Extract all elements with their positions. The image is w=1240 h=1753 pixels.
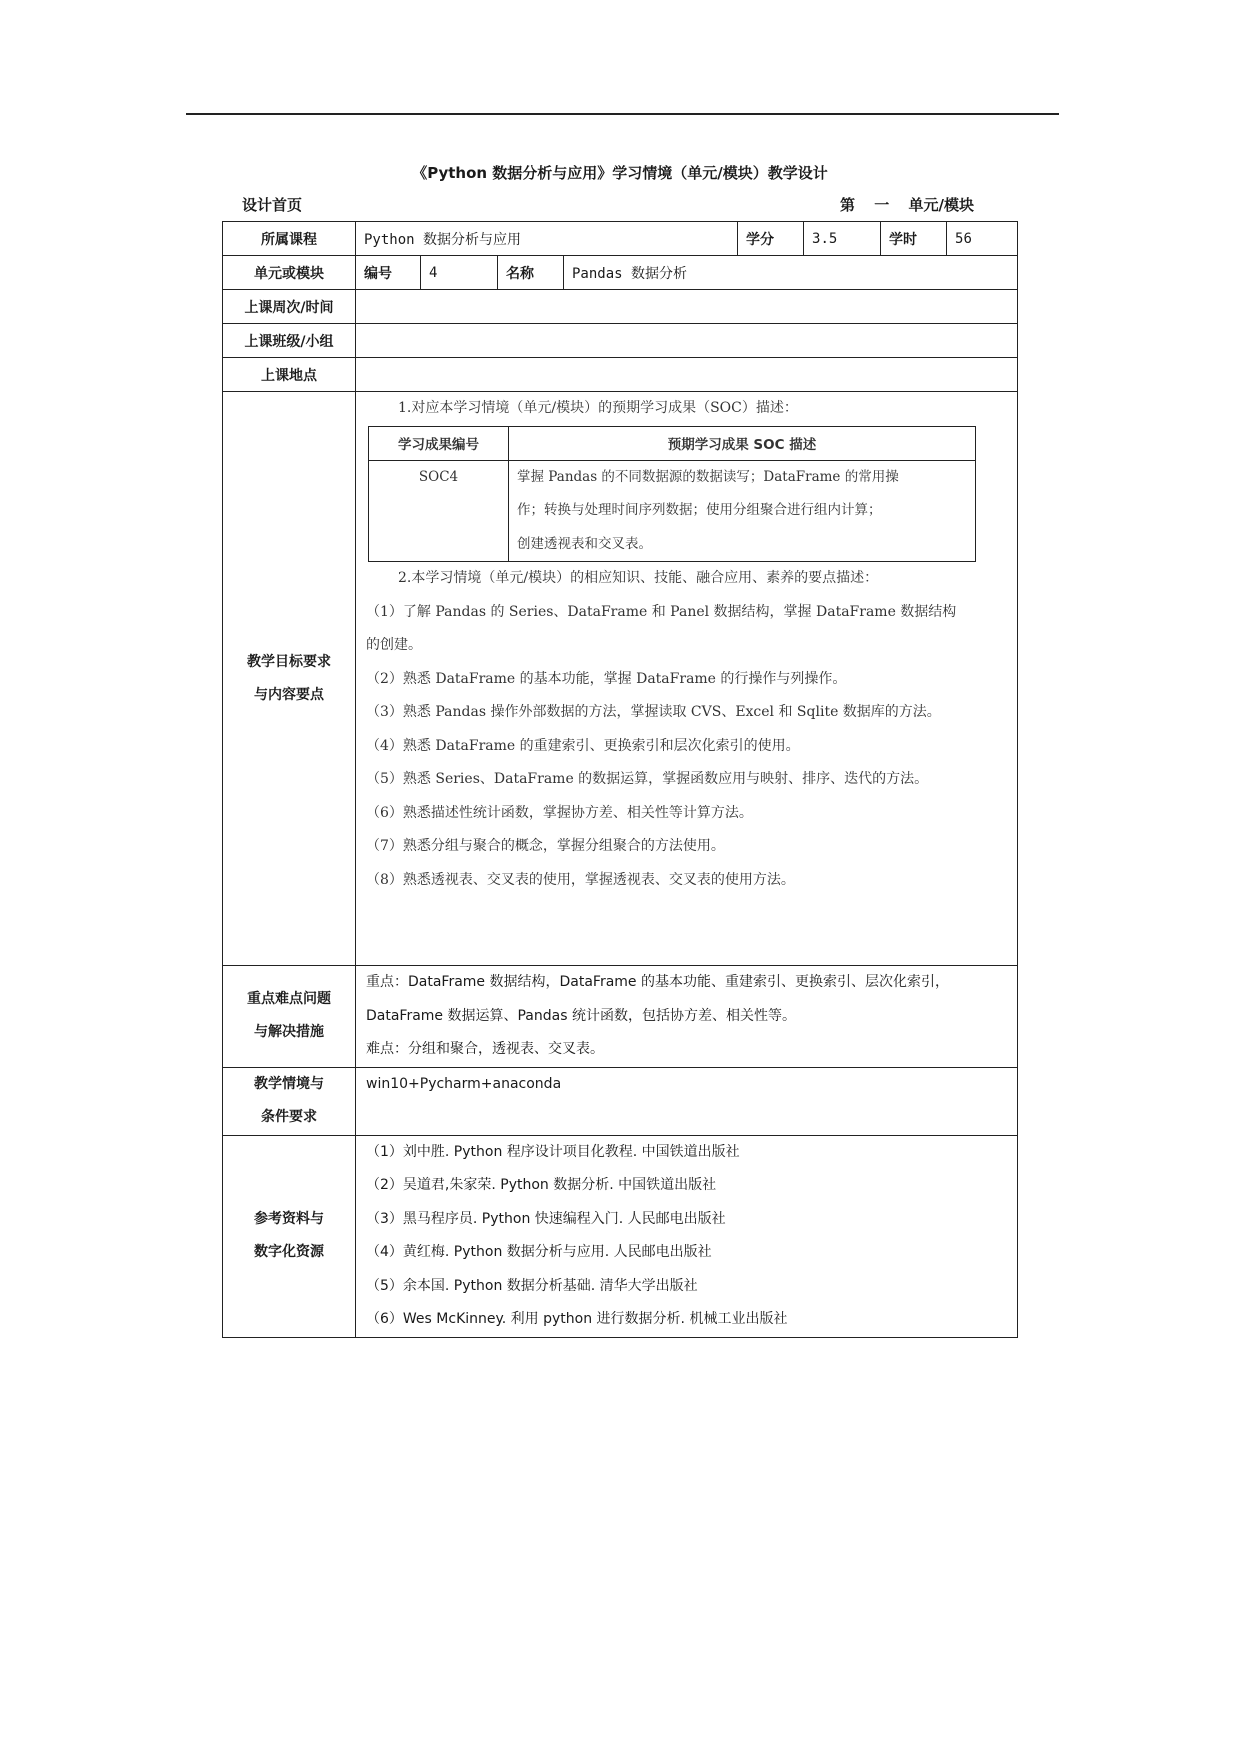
references-row xyxy=(223,1135,1018,1337)
key-point-line: 重点：DataFrame 数据结构，DataFrame 的基本功能、重建索引、更换索引、层次化索引， xyxy=(366,974,949,990)
objective-item: （1）了解 Pandas 的 Series、DataFrame 和 Panel 数据结构，掌握 DataFrame 数据结构 xyxy=(366,603,957,620)
key-points-content xyxy=(356,966,1018,1068)
environment-value: win10+Pycharm+anaconda xyxy=(366,1075,562,1092)
place-row xyxy=(223,358,1018,392)
class-label: 上课班级/小组 xyxy=(223,324,356,358)
unit-label: 单元或模块 xyxy=(223,256,356,290)
credit-label: 学分 xyxy=(738,222,804,256)
unit-number-value: 4 xyxy=(421,256,498,290)
unit-row xyxy=(223,256,1018,290)
objectives-label: 教学目标要求 与内容要点 xyxy=(223,392,356,966)
reference-item: （4）黄红梅. Python 数据分析与应用. 人民邮电出版社 xyxy=(366,1244,712,1260)
document-title: 《Python 数据分析与应用》学习情境（单元/模块）教学设计 xyxy=(412,164,828,182)
time-value xyxy=(356,290,1018,324)
soc-desc: 掌握 Pandas 的不同数据源的数据读写；DataFrame 的常用操 作；转换与处理时间序列数据；使用分组聚合进行组内计算； 创建透视表和交叉表。 xyxy=(509,460,976,562)
objective-item: 的创建。 xyxy=(366,637,422,653)
credit-value: 3.5 xyxy=(804,222,881,256)
unit-number-label: 编号 xyxy=(356,256,421,290)
unit-name-label: 名称 xyxy=(498,256,564,290)
objective-item: （8）熟悉透视表、交叉表的使用，掌握透视表、交叉表的使用方法。 xyxy=(366,871,795,888)
references-content xyxy=(356,1135,1018,1337)
class-row xyxy=(223,324,1018,358)
key-points-row xyxy=(223,966,1018,1068)
key-point-line: DataFrame 数据运算、Pandas 统计函数，包括协方差、相关性等。 xyxy=(366,1007,796,1024)
environment-row xyxy=(223,1067,1018,1135)
objective-item: （7）熟悉分组与聚合的概念，掌握分组聚合的方法使用。 xyxy=(366,838,725,854)
unit-indicator xyxy=(840,194,974,215)
reference-item: （6）Wes McKinney. 利用 python 进行数据分析. 机械工业出版社 xyxy=(366,1311,788,1327)
unit-suffix: 单元/模块 xyxy=(908,196,974,214)
time-label: 上课周次/时间 xyxy=(223,290,356,324)
course-row xyxy=(223,222,1018,256)
objective-item: （3）熟悉 Pandas 操作外部数据的方法，掌握读取 CVS、Excel 和 Sqlite 数据库的方法。 xyxy=(366,704,941,720)
key-points-label: 重点难点问题 与解决措施 xyxy=(223,966,356,1068)
hours-label: 学时 xyxy=(881,222,947,256)
knowledge-intro: 2.本学习情境（单元/模块）的相应知识、技能、融合应用、素养的要点描述： xyxy=(398,570,879,586)
reference-item: （1）刘中胜. Python 程序设计项目化教程. 中国铁道出版社 xyxy=(366,1143,740,1160)
reference-item: （5）余本国. Python 数据分析基础. 清华大学出版社 xyxy=(366,1277,698,1294)
design-home-label: 设计首页 xyxy=(242,196,303,214)
soc-row xyxy=(369,460,976,562)
design-table xyxy=(222,221,1018,1338)
objectives-row xyxy=(223,392,1018,966)
unit-number: 一 xyxy=(874,196,890,214)
objective-item: （6）熟悉描述性统计函数，掌握协方差、相关性等计算方法。 xyxy=(366,804,753,821)
soc-table xyxy=(368,426,976,563)
soc-intro: 1.对应本学习情境（单元/模块）的预期学习成果（SOC）描述： xyxy=(398,400,798,416)
unit-name-value: Pandas 数据分析 xyxy=(564,256,1018,290)
reference-item: （2）吴道君,朱家荣. Python 数据分析. 中国铁道出版社 xyxy=(366,1177,717,1193)
place-label: 上课地点 xyxy=(223,358,356,392)
header-rule xyxy=(186,113,1059,115)
objective-item: （4）熟悉 DataFrame 的重建索引、更换索引和层次化索引的使用。 xyxy=(366,737,800,754)
environment-label: 教学情境与 条件要求 xyxy=(223,1067,356,1135)
objective-item: （5）熟悉 Series、DataFrame 的数据运算，掌握函数应用与映射、排序、迭代的方法。 xyxy=(366,771,929,787)
soc-id: SOC4 xyxy=(369,460,509,562)
references-label: 参考资料与 数字化资源 xyxy=(223,1135,356,1337)
environment-content xyxy=(356,1067,1018,1135)
class-value xyxy=(356,324,1018,358)
place-value xyxy=(356,358,1018,392)
reference-item: （3）黑马程序员. Python 快速编程入门. 人民邮电出版社 xyxy=(366,1210,726,1227)
objective-item: （2）熟悉 DataFrame 的基本功能，掌握 DataFrame 的行操作与列操作。 xyxy=(366,670,847,687)
course-value: Python 数据分析与应用 xyxy=(356,222,738,256)
unit-prefix: 第 xyxy=(840,196,856,214)
time-row xyxy=(223,290,1018,324)
soc-header-desc: 预期学习成果 SOC 描述 xyxy=(509,426,976,460)
hours-value: 56 xyxy=(947,222,1018,256)
soc-header-id: 学习成果编号 xyxy=(369,426,509,460)
objectives-content xyxy=(356,392,1018,966)
key-point-line: 难点：分组和聚合，透视表、交叉表。 xyxy=(366,1041,604,1057)
course-label: 所属课程 xyxy=(223,222,356,256)
